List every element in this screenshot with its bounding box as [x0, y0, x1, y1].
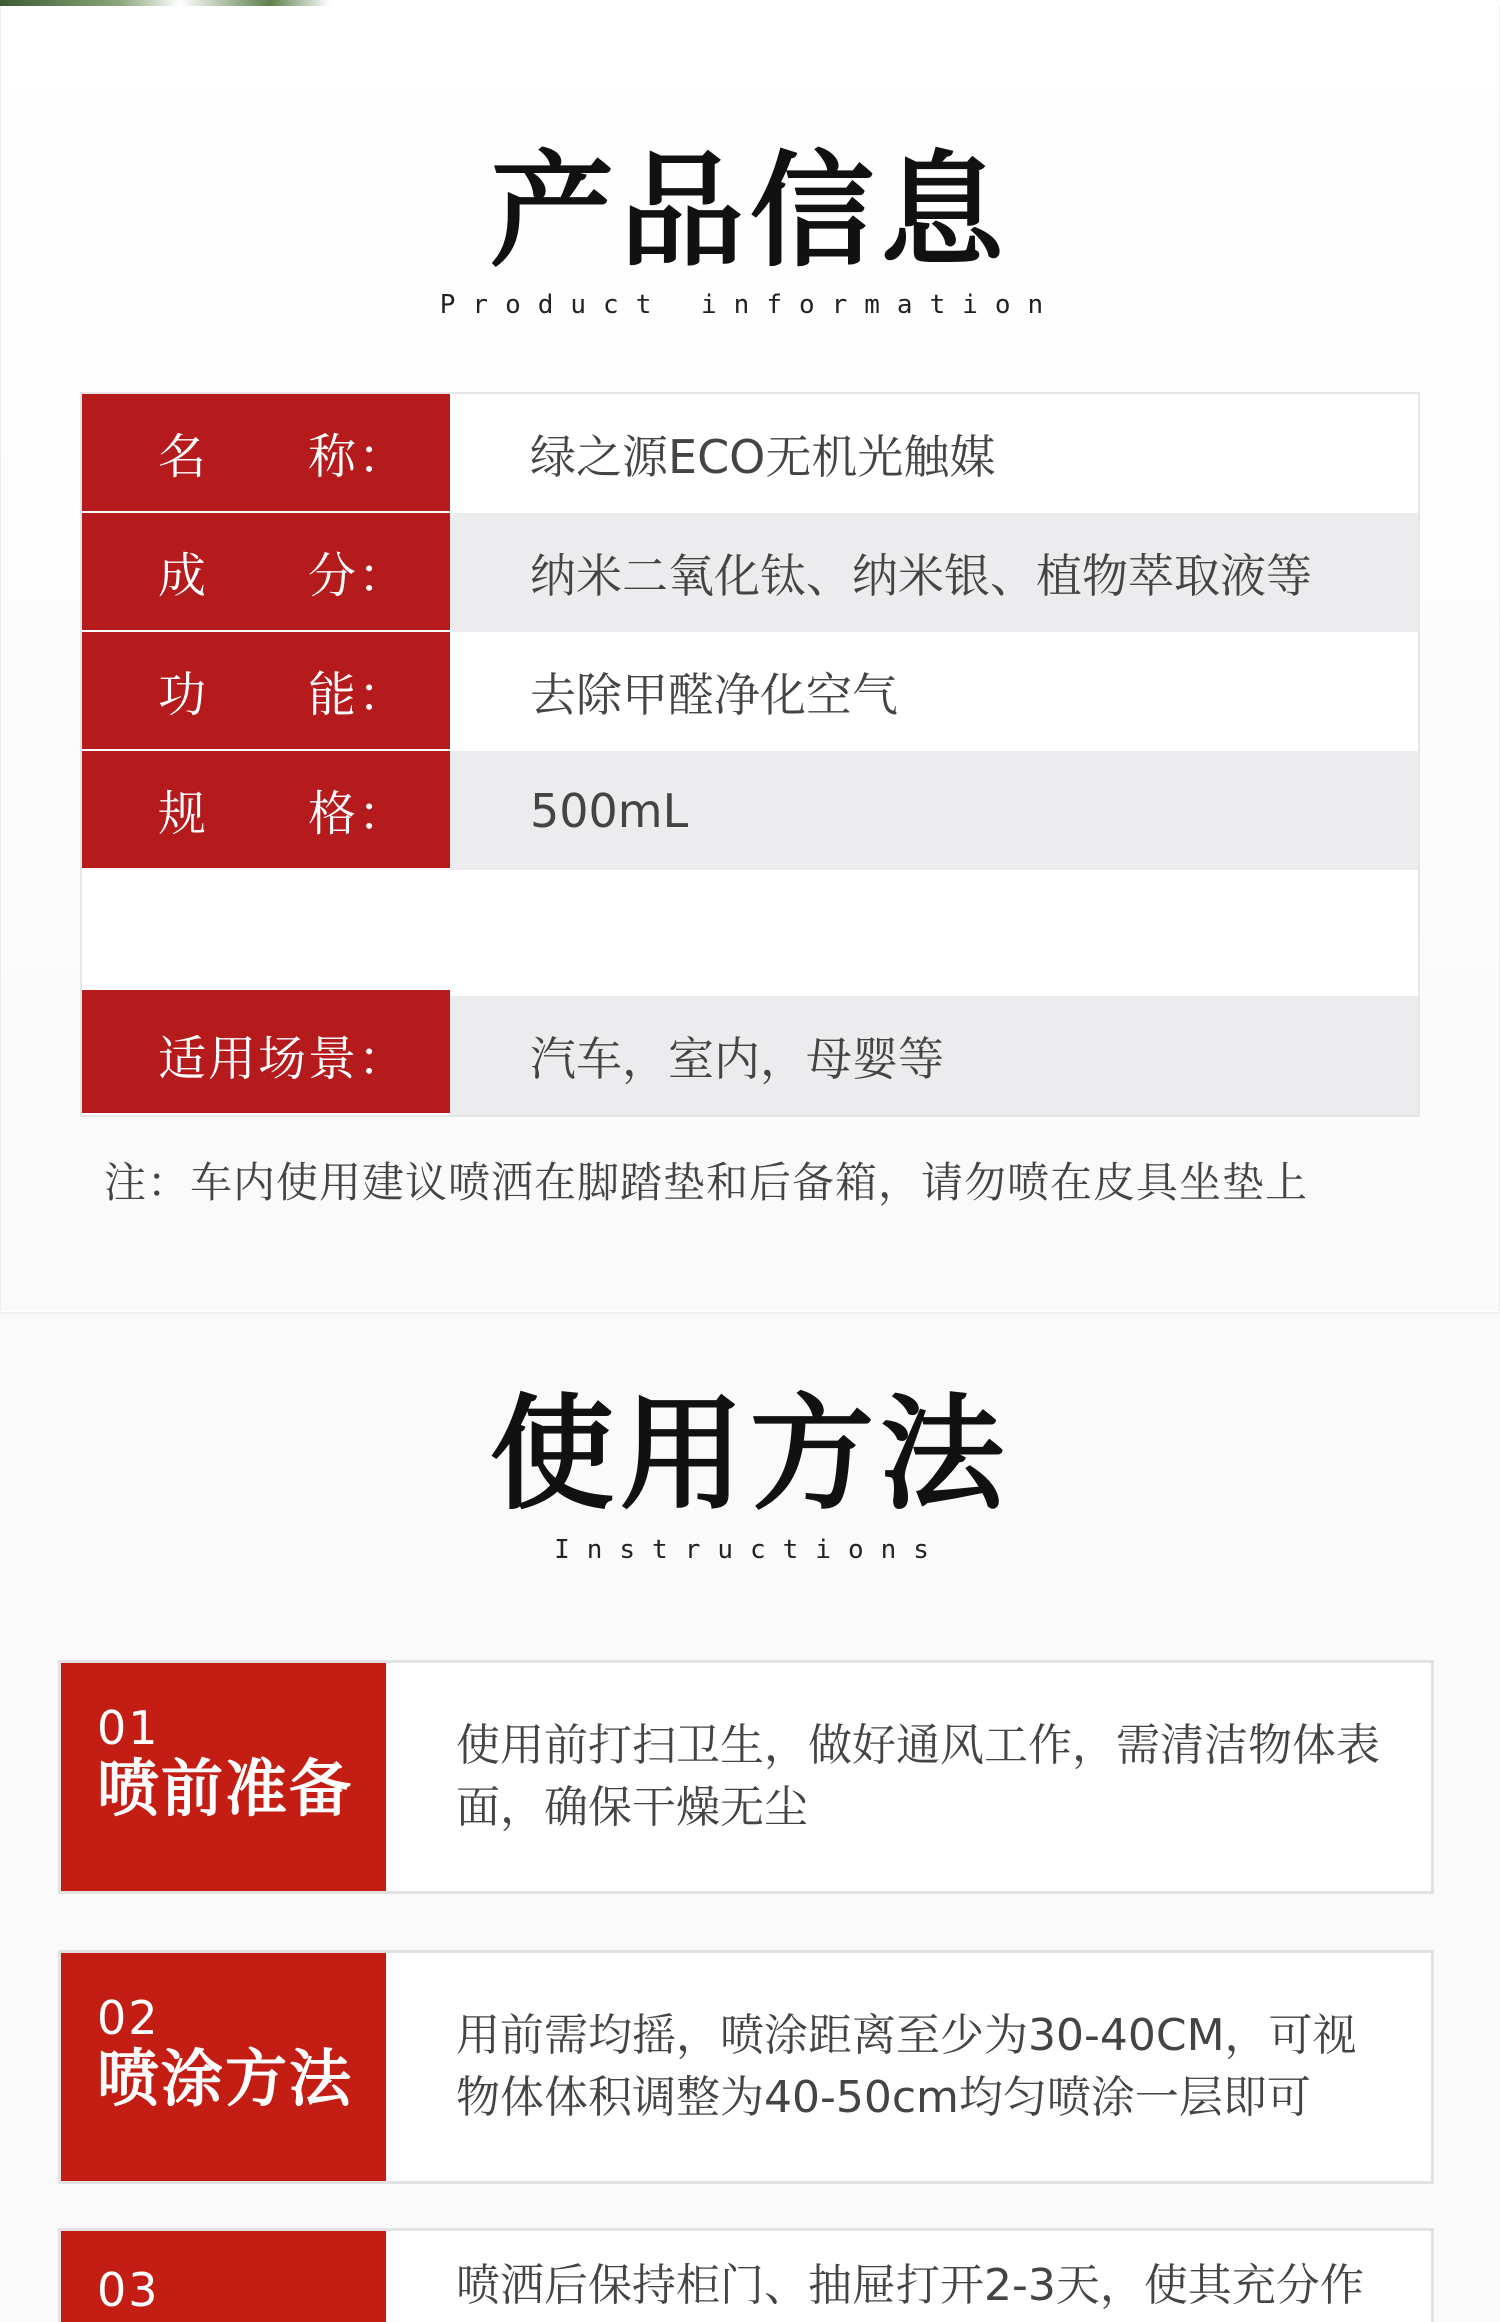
info-value: 纳米二氧化钛、纳米银、植物萃取液等: [450, 513, 1418, 632]
info-row-ingredients: [82, 513, 1418, 632]
step-number: 01: [97, 1701, 160, 1755]
info-value: 绿之源ECO无机光触媒: [530, 429, 996, 484]
info-label: 名 称：: [82, 394, 450, 513]
step-title: 喷涂方法: [97, 2042, 354, 2115]
info-label: 成 分：: [82, 513, 450, 632]
info-label: 适用场景：: [82, 996, 450, 1115]
info-value: 汽车，室内，母婴等: [450, 996, 1418, 1115]
info-value: 500mL: [450, 751, 1418, 870]
step-badge: [61, 1953, 386, 2181]
info-row-function: [82, 632, 1418, 751]
step-text: 喷洒后保持柜门、抽屉打开2-3天，使其充分作: [456, 2260, 1364, 2311]
product-info-title: 产品信息: [489, 140, 1010, 284]
step-card: [58, 2228, 1434, 2322]
step-number: 02: [97, 1991, 160, 2045]
step-text: 用前需均摇，喷涂距离至少为30-40CM，可视物体体积调整为40-50cm均匀喷涂一层即可: [456, 2010, 1357, 2123]
step-badge: [61, 2231, 386, 2322]
step-text: 使用前打扫卫生，做好通风工作，需清洁物体表面，确保干燥无尘: [456, 1720, 1380, 1833]
step-title: 喷前准备: [97, 1752, 354, 1825]
step-card: [58, 1660, 1434, 1894]
info-row-spec: [82, 751, 1418, 870]
info-spacer: [82, 870, 1418, 990]
info-row-scene: [82, 996, 1418, 1115]
info-row-name: [82, 394, 1418, 513]
info-label: 规 格：: [82, 751, 450, 870]
usage-note: 注：车内使用建议喷洒在脚踏垫和后备箱，请勿喷在皮具坐垫上: [104, 1158, 1309, 1207]
product-info-table: [80, 392, 1420, 1117]
step-number: 03: [97, 2263, 160, 2317]
instructions-title: 使用方法: [489, 1383, 1010, 1527]
info-value: 去除甲醛净化空气: [530, 667, 898, 722]
instructions-subtitle: Instructions: [554, 1535, 946, 1565]
step-card: [58, 1950, 1434, 2184]
product-info-subtitle: Product information: [439, 290, 1061, 320]
info-label: 功 能：: [82, 632, 450, 751]
step-badge: [61, 1663, 386, 1891]
